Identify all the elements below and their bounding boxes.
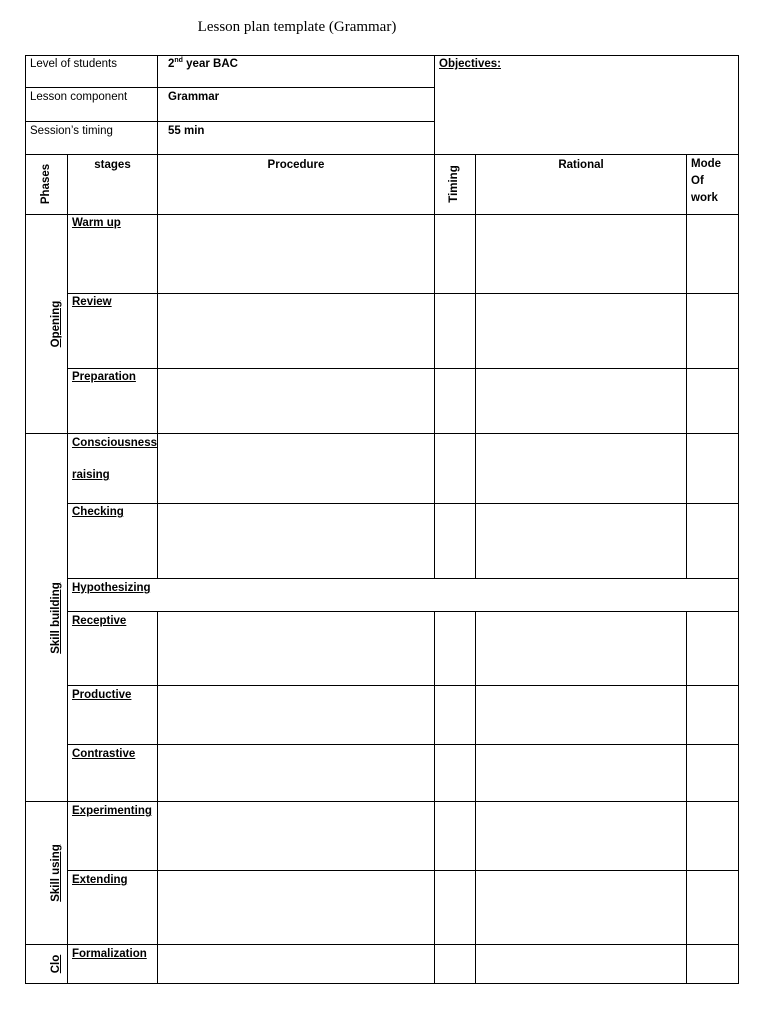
stage-formalization: Formalization xyxy=(72,948,147,960)
stage-productive: Productive xyxy=(72,689,132,701)
stage-experimenting: Experimenting xyxy=(72,805,152,817)
lesson-component-value: Grammar xyxy=(168,91,220,103)
objectives-label: Objectives: xyxy=(439,58,501,70)
page-title: Lesson plan template (Grammar) xyxy=(197,19,397,35)
procedure-header: Procedure xyxy=(267,159,325,171)
timing-header: Timing xyxy=(448,165,460,203)
stage-consciousness-raising-1: Consciousness xyxy=(72,437,157,449)
phase-skill-using: Skill using xyxy=(50,844,62,902)
rational-header: Rational xyxy=(558,159,604,171)
phase-skill-building: Skill building xyxy=(50,582,62,654)
stages-header: stages xyxy=(94,159,131,171)
stage-warm-up: Warm up xyxy=(72,217,121,229)
lesson-component-label: Lesson component xyxy=(30,91,128,103)
level-of-students-value: 2nd year BAC xyxy=(168,57,238,70)
stage-contrastive: Contrastive xyxy=(72,748,136,760)
stage-review: Review xyxy=(72,296,112,308)
stage-receptive: Receptive xyxy=(72,615,127,627)
phase-closing: Clo xyxy=(50,954,62,974)
level-of-students-label: Level of students xyxy=(30,58,117,70)
mode-of-work-header-1: Mode xyxy=(691,158,722,170)
stage-preparation: Preparation xyxy=(72,371,136,383)
stage-extending: Extending xyxy=(72,874,128,886)
mode-of-work-header-3: work xyxy=(691,192,718,204)
stage-hypothesizing: Hypothesizing xyxy=(72,582,151,594)
phase-opening: Opening xyxy=(50,300,62,348)
session-timing-value: 55 min xyxy=(168,125,205,137)
stage-consciousness-raising-2: raising xyxy=(72,469,110,481)
stage-checking: Checking xyxy=(72,506,124,518)
session-timing-label: Session’s timing xyxy=(30,125,113,137)
phases-header: Phases xyxy=(40,163,52,205)
mode-of-work-header-2: Of xyxy=(691,175,704,187)
